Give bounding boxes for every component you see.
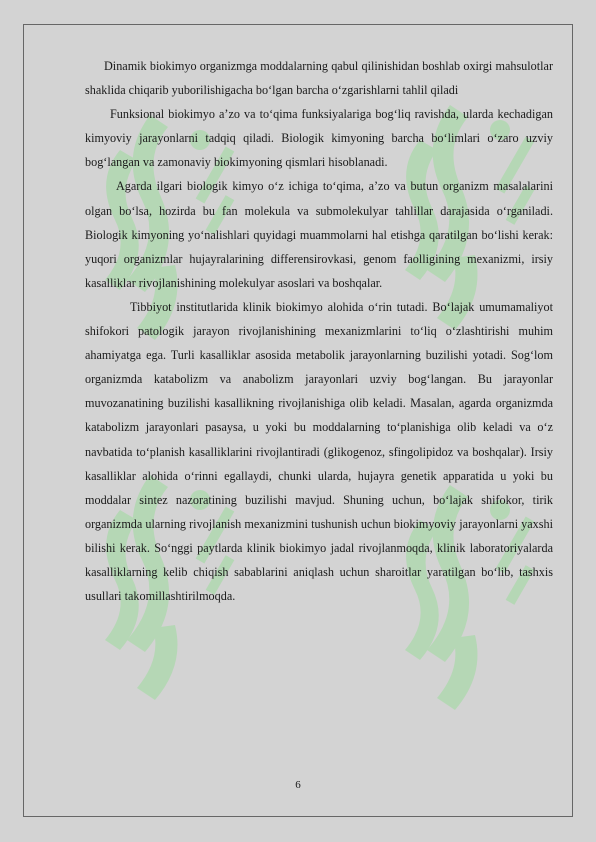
page-number: 6 xyxy=(295,779,301,791)
paragraph: Agarda ilgari biologik kimyo o‘z ichiga to‘qima, a’zo va butun organizm masalalarini olgan bo‘lsa, hozirda bu fan molekula va submolekulyar tahlillar darajasida o‘rganiladi. Biologik kimyoning yo‘nalishlari quyidagi muammolarni hal etishga qaratilgan bo‘lishi kerak: yuqori organizmlar hujayralarining differensirovkasi, genom faolligining mexanizmi, irsiy kasalliklar rivojlanishining molekulyar asoslari va boshqalar. xyxy=(85,179,553,290)
paragraph: Funksional biokimyo a’zo va to‘qima funksiyalariga bog‘liq ravishda, ularda kechadigan kimyoviy jarayonlarni tadqiq qiladi. Biologik kimyoning barcha bo‘limlari o‘zaro uzviy bog‘langan va zamonaviy biokimyoning qismlari hisoblanadi. xyxy=(85,107,553,170)
paragraph: Dinamik biokimyo organizmga moddalarning qabul qilinishidan boshlab oxirgi mahsulotlar shaklida chiqarib yuborilishigacha bo‘lgan barcha o‘zgarishlarni tahlil qiladi xyxy=(85,59,553,98)
paragraph: Tibbiyot institutlarida klinik biokimyo alohida o‘rin tutadi. Bo‘lajak umumamaliyot shifokori patologik jarayon rivojlanishining mexanizmlarini to‘liq o‘zlashtirishi muhim ahamiyatga ega. Turli kasalliklar asosida metabolik jarayonlarning buzilishi yotadi. Sog‘lom organizmda katabolizm va anabolizm jarayonlari uzviy bog‘langan. Bu jarayonlar muvozanatining buzilishi kasallikning rivojlanishiga olib keladi. Masalan, agarda organizmda katabolizm jarayonlari pasaysa, u yoki bu moddalarning to‘planishiga olib keladi va o‘z navbatida to‘planish kasalliklarini rivojlantiradi (glikogenoz, sfingolipidoz va boshqalar). Irsiy kasalliklar alohida o‘rinni egallaydi, chunki ularda, hujayra genetik apparatida u yoki bu moddalar sintez nazoratining buzilishi mavjud. Shuning uchun, bo‘lajak shifokor, tirik organizmda ularning rivojlanish mexanizmini tushunish uchun biokimyoviy jarayonlarni yaxshi bilishi kerak. So‘nggi paytlarda klinik biokimyo jadal rivojlanmoqda, klinik laboratoriyalarda kasalliklarning kelib chiqish sabablarini aniqlash uchun sharoitlar yaratilgan bo‘lib, tashxis usullari takomillashtirilmoqda. xyxy=(85,299,553,604)
body-text xyxy=(85,54,553,608)
